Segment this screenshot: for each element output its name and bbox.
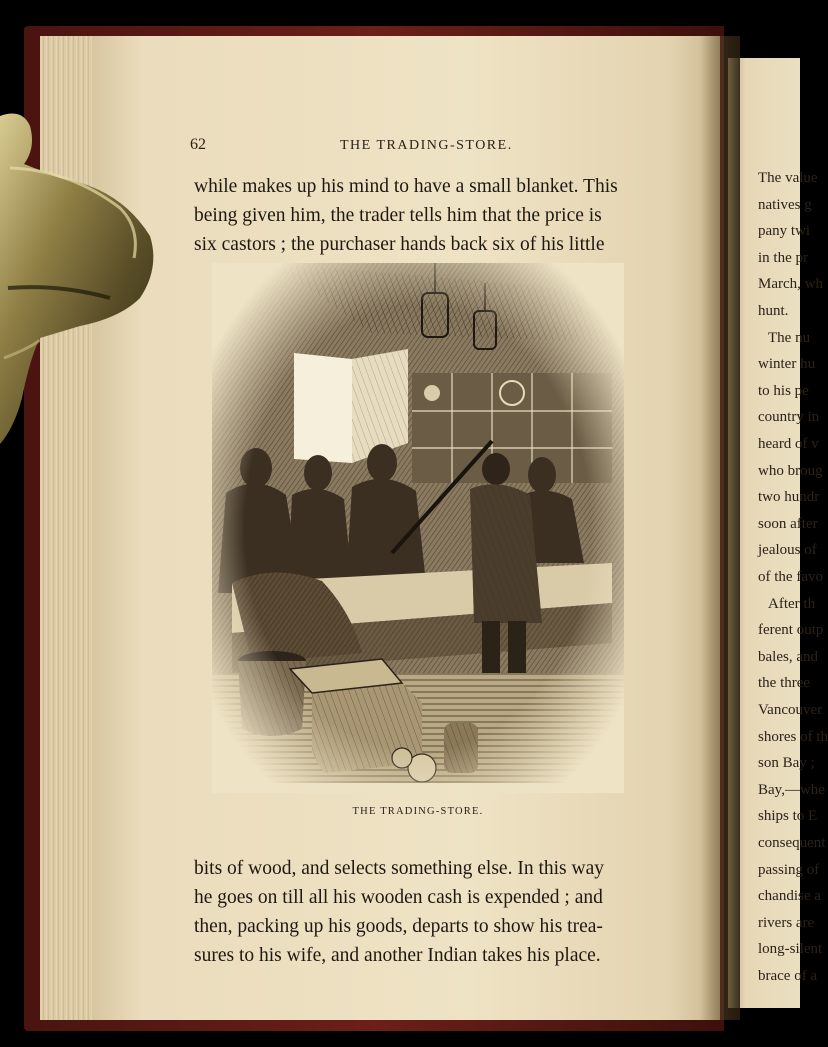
facing-page-line: Bay,—whe <box>758 781 825 798</box>
facing-page-line: ferent outp <box>758 622 824 639</box>
facing-page-line: who broug <box>758 462 823 479</box>
body-text-line: while makes up his mind to have a small blanket. This <box>194 176 618 197</box>
facing-page-line: ships to E <box>758 808 818 825</box>
facing-page-line: chandise a <box>758 888 821 905</box>
facing-page-line: The nu <box>768 329 811 346</box>
brass-page-clip <box>0 108 158 448</box>
facing-page-line: The value <box>758 170 818 186</box>
facing-page-line: After th <box>768 595 816 612</box>
illustration-caption: THE TRADING-STORE. <box>352 806 484 817</box>
facing-page-line: long-silent <box>758 941 823 958</box>
facing-page-line: winter hu <box>758 356 816 373</box>
facing-page-line: heard of v <box>758 436 819 452</box>
facing-page-line: consequent <box>758 835 826 851</box>
facing-page-line: rivers are <box>758 914 815 931</box>
facing-page-line: the three <box>758 675 811 692</box>
facing-page-line: bales, and <box>758 648 818 665</box>
facing-page-line: son Bay ; <box>758 755 815 772</box>
running-head-title: THE TRADING-STORE. <box>340 138 513 153</box>
facing-page-line: brace of a <box>758 968 818 984</box>
running-head <box>190 136 660 160</box>
body-text-line: he goes on till all his wooden cash is expended ; and <box>194 887 603 908</box>
facing-page-line: jealous of <box>758 542 817 559</box>
facing-page-line: hunt. <box>758 303 789 319</box>
page-number: 62 <box>190 136 206 153</box>
body-text-line: six castors ; the purchaser hands back six of his little <box>194 234 605 255</box>
facing-page-line: natives g <box>758 196 812 213</box>
facing-page-line: two hundr <box>758 489 820 506</box>
body-text-line: then, packing up his goods, departs to show his trea- <box>194 916 603 937</box>
facing-page-line: passing of <box>758 861 820 878</box>
facing-page-line: country in <box>758 409 820 426</box>
body-text-line: bits of wood, and selects something else. In this way <box>194 858 604 879</box>
trading-store-engraving <box>212 263 624 793</box>
facing-page-line: shores of th <box>758 728 828 745</box>
body-text-line: sures to his wife, and another Indian takes his place. <box>194 945 601 966</box>
facing-page-line: pany twi <box>758 223 811 240</box>
facing-page-line: of the favo <box>758 569 823 585</box>
facing-page-line: March, wh <box>758 276 823 293</box>
facing-page-line: Vancouver <box>758 702 823 718</box>
body-text-line: being given him, the trader tells him that the price is <box>194 205 602 226</box>
facing-page-line: soon after <box>758 515 818 532</box>
facing-page-line: to his pe <box>758 382 809 399</box>
book-gutter <box>700 36 740 1020</box>
facing-page-line: in the pr <box>758 249 808 266</box>
